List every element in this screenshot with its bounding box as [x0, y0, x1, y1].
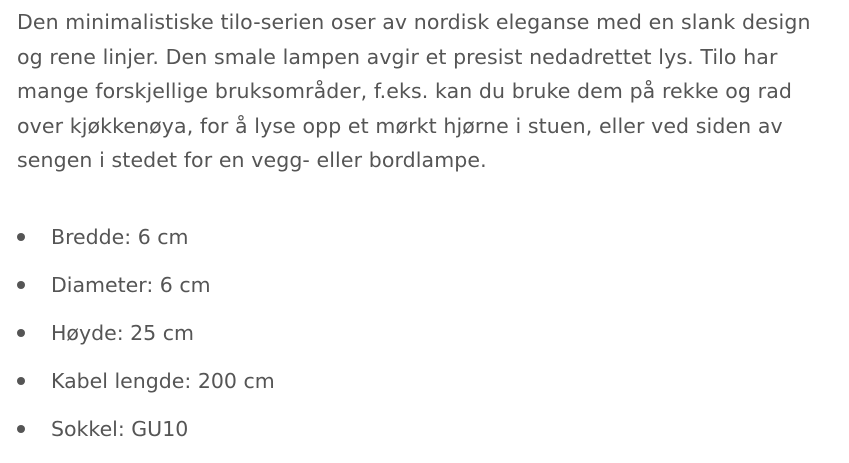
- description-line: og rene linjer. Den smale lampen avgir et presist nedadrettet lys. Tilo har: [17, 44, 778, 69]
- spec-label: Høyde: 25 cm: [51, 321, 194, 345]
- spec-label: Sokkel: GU10: [51, 417, 189, 441]
- spec-item-socket: [17, 410, 275, 458]
- description-line: over kjøkkenøya, for å lyse opp et mørkt hjørne i stuen, eller ved siden av: [17, 113, 783, 138]
- description-line: mange forskjellige bruksområder, f.eks. kan du bruke dem på rekke og rad: [17, 79, 792, 103]
- bullet-icon: [17, 233, 25, 241]
- spec-item-cable-length: [17, 362, 275, 410]
- description-line: sengen i stedet for en vegg- eller bordlampe.: [17, 148, 487, 172]
- bullet-icon: [17, 377, 25, 385]
- product-description: [17, 0, 849, 178]
- spec-label: Bredde: 6 cm: [51, 225, 189, 249]
- spec-label: Kabel lengde: 200 cm: [51, 369, 275, 393]
- spec-item-height: [17, 314, 275, 362]
- specifications-list: [17, 218, 275, 458]
- spec-label: Diameter: 6 cm: [51, 273, 211, 297]
- description-line: Den minimalistiske tilo-serien oser av nordisk eleganse med en slank design: [17, 10, 811, 34]
- bullet-icon: [17, 329, 25, 337]
- spec-item-diameter: [17, 266, 275, 314]
- bullet-icon: [17, 425, 25, 433]
- bullet-icon: [17, 281, 25, 289]
- spec-item-width: [17, 218, 275, 266]
